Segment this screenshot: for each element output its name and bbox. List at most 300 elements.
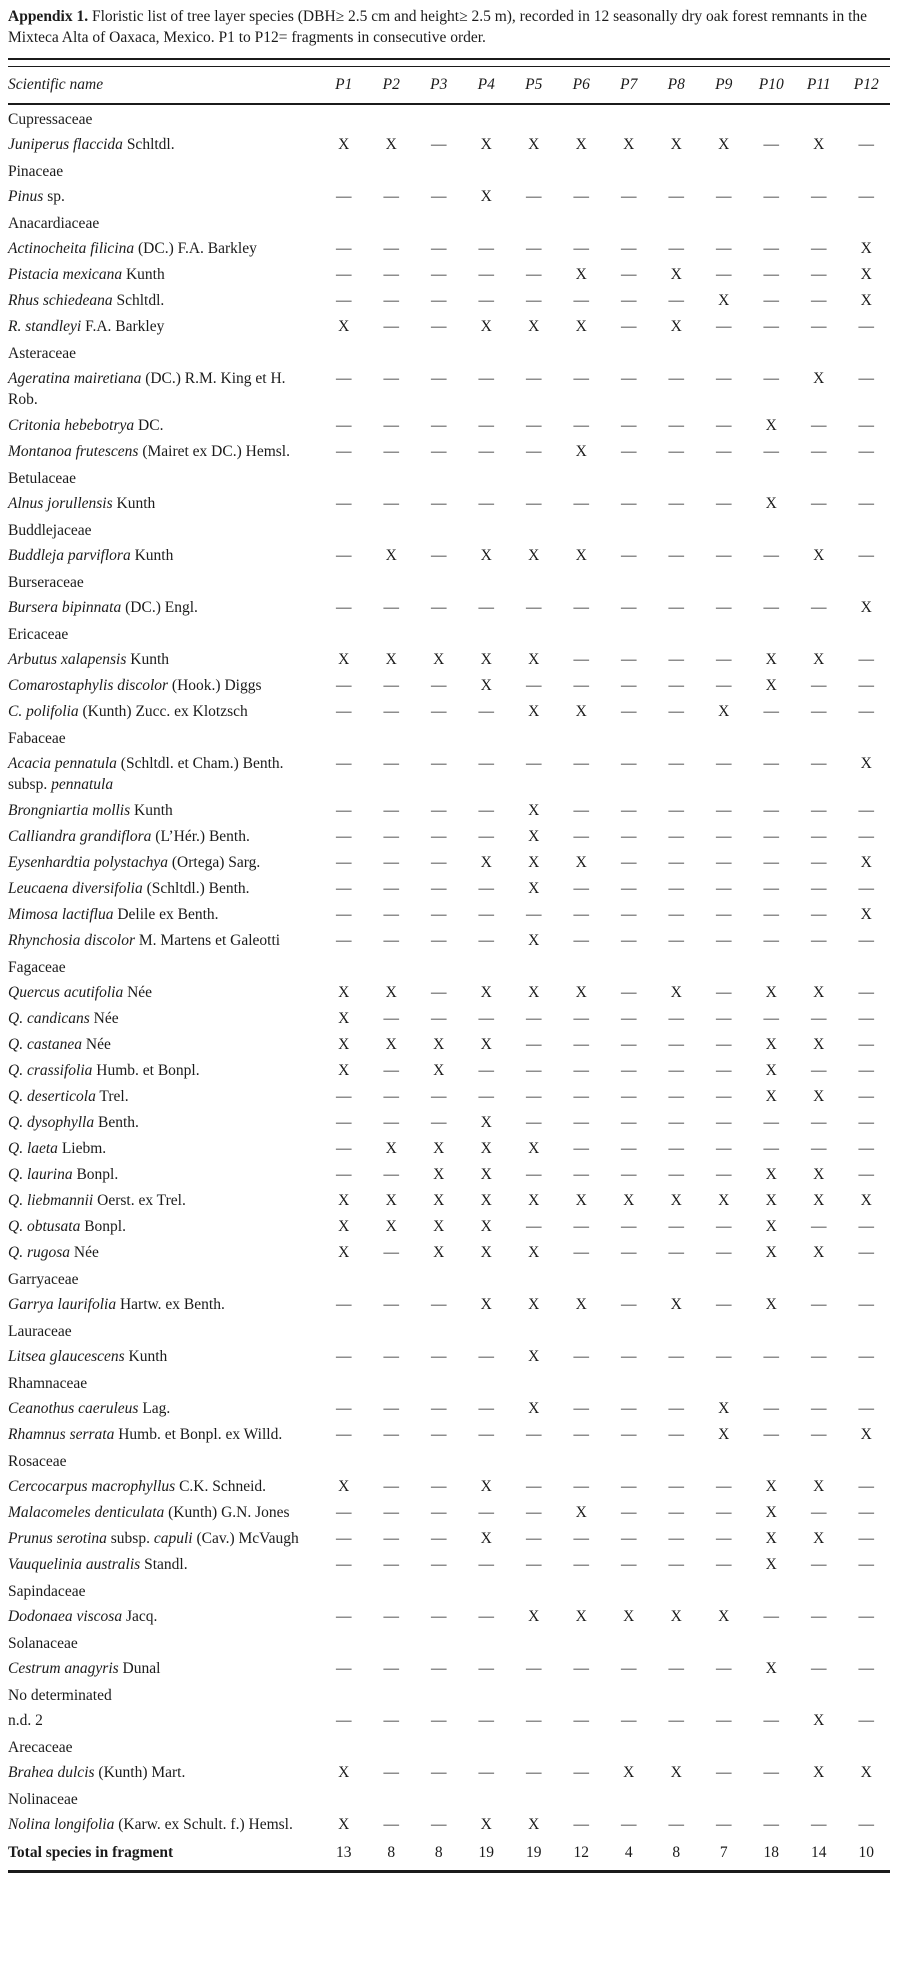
presence-mark: — <box>621 1712 637 1729</box>
presence-mark: — <box>526 443 542 460</box>
species-name-roman-segment: Née <box>89 1010 119 1027</box>
presence-mark: — <box>621 677 637 694</box>
presence-mark: — <box>763 443 779 460</box>
column-header-p3: P3 <box>415 67 463 104</box>
presence-mark: — <box>478 599 494 616</box>
presence-mark: X <box>765 1530 777 1547</box>
presence-mark: — <box>573 802 589 819</box>
presence-mark: — <box>811 599 827 616</box>
presence-mark: — <box>668 1530 684 1547</box>
presence-mark: X <box>433 651 445 668</box>
presence-mark: X <box>480 1114 492 1131</box>
presence-mark: — <box>526 1660 542 1677</box>
presence-mark: — <box>811 1010 827 1027</box>
presence-mark: X <box>528 1296 540 1313</box>
presence-mark: — <box>336 1114 352 1131</box>
presence-mark: X <box>765 495 777 512</box>
presence-mark: — <box>668 932 684 949</box>
family-row <box>8 339 890 365</box>
species-name <box>8 365 320 412</box>
column-header-p12: P12 <box>843 67 891 104</box>
presence-mark: — <box>526 1478 542 1495</box>
species-name <box>8 1291 320 1317</box>
family-row <box>8 953 890 979</box>
presence-mark: — <box>763 370 779 387</box>
header-row <box>8 67 890 104</box>
presence-mark: — <box>811 1608 827 1625</box>
species-row <box>8 412 890 438</box>
species-row <box>8 1291 890 1317</box>
presence-mark: — <box>621 1400 637 1417</box>
species-name-roman-segment: (DC.) R.M. King et H. Rob. <box>8 370 286 408</box>
presence-mark: — <box>336 599 352 616</box>
presence-mark: — <box>763 1010 779 1027</box>
species-name <box>8 1395 320 1421</box>
species-name <box>8 646 320 672</box>
family-row <box>8 1681 890 1707</box>
presence-mark: — <box>668 292 684 309</box>
presence-mark: — <box>526 1010 542 1027</box>
presence-mark: — <box>383 677 399 694</box>
presence-mark: X <box>385 1192 397 1209</box>
presence-mark: — <box>478 1660 494 1677</box>
presence-mark: — <box>716 1348 732 1365</box>
presence-mark: — <box>811 417 827 434</box>
family-row <box>8 1265 890 1291</box>
species-name-italic-segment: Quercus acutifolia <box>8 984 124 1001</box>
presence-mark: — <box>668 443 684 460</box>
species-row <box>8 1525 890 1551</box>
presence-mark: X <box>385 984 397 1001</box>
family-name: Rosaceae <box>8 1453 67 1470</box>
presence-mark: X <box>765 1062 777 1079</box>
presence-mark: — <box>763 1608 779 1625</box>
presence-mark: — <box>526 1114 542 1131</box>
species-name-italic-segment: Brongniartia mollis <box>8 802 131 819</box>
presence-mark: — <box>526 1712 542 1729</box>
presence-mark: — <box>668 854 684 871</box>
presence-mark: X <box>528 547 540 564</box>
presence-mark: — <box>383 828 399 845</box>
presence-mark: — <box>336 1166 352 1183</box>
presence-mark: — <box>621 1036 637 1053</box>
family-row <box>8 1577 890 1603</box>
presence-mark: X <box>813 1036 825 1053</box>
presence-mark: — <box>858 880 874 897</box>
presence-mark: — <box>431 417 447 434</box>
presence-mark: — <box>431 1088 447 1105</box>
presence-mark: X <box>528 1192 540 1209</box>
presence-mark: X <box>670 1764 682 1781</box>
presence-mark: — <box>431 1816 447 1833</box>
presence-mark: X <box>813 1244 825 1261</box>
species-row <box>8 287 890 313</box>
species-row <box>8 235 890 261</box>
presence-mark: — <box>573 417 589 434</box>
species-name <box>8 412 320 438</box>
presence-mark: — <box>383 1400 399 1417</box>
presence-mark: X <box>528 651 540 668</box>
family-row <box>8 1629 890 1655</box>
species-name <box>8 875 320 901</box>
family-name: Fabaceae <box>8 730 66 747</box>
presence-mark: — <box>431 1504 447 1521</box>
presence-mark: — <box>573 1816 589 1833</box>
species-row <box>8 1759 890 1785</box>
presence-mark: — <box>336 1556 352 1573</box>
presence-mark: — <box>431 1608 447 1625</box>
species-name <box>8 698 320 724</box>
total-count: 14 <box>811 1844 827 1861</box>
presence-mark: — <box>431 703 447 720</box>
presence-mark: — <box>478 1426 494 1443</box>
presence-mark: — <box>621 1426 637 1443</box>
presence-mark: — <box>478 1764 494 1781</box>
presence-mark: — <box>336 1296 352 1313</box>
species-name-roman-segment: Trel. <box>95 1088 129 1105</box>
presence-mark: — <box>621 1062 637 1079</box>
presence-mark: X <box>623 1192 635 1209</box>
presence-mark: — <box>716 1088 732 1105</box>
presence-mark: — <box>478 880 494 897</box>
species-name-italic-segment: Garrya laurifolia <box>8 1296 117 1313</box>
family-name: Ericaceae <box>8 626 69 643</box>
species-name <box>8 183 320 209</box>
presence-mark: X <box>480 1478 492 1495</box>
presence-mark: — <box>668 1088 684 1105</box>
presence-mark: X <box>670 984 682 1001</box>
presence-mark: — <box>621 802 637 819</box>
presence-mark: — <box>716 1062 732 1079</box>
presence-mark: — <box>668 651 684 668</box>
presence-mark: — <box>573 240 589 257</box>
presence-mark: — <box>526 1504 542 1521</box>
presence-mark: — <box>383 1166 399 1183</box>
presence-mark: — <box>858 1556 874 1573</box>
presence-mark: — <box>478 828 494 845</box>
species-row <box>8 131 890 157</box>
presence-mark: X <box>528 1140 540 1157</box>
presence-mark: — <box>858 1244 874 1261</box>
presence-mark: — <box>668 677 684 694</box>
presence-mark: — <box>383 292 399 309</box>
species-name <box>8 1109 320 1135</box>
presence-mark: — <box>668 828 684 845</box>
presence-mark: — <box>431 802 447 819</box>
species-name-roman-segment: (Schltdl.) Benth. <box>142 880 250 897</box>
presence-mark: — <box>811 1816 827 1833</box>
family-row <box>8 157 890 183</box>
species-row <box>8 1499 890 1525</box>
presence-mark: — <box>811 1504 827 1521</box>
presence-mark: — <box>668 1426 684 1443</box>
species-name-roman-segment: Schltdl. <box>112 292 165 309</box>
presence-mark: — <box>336 1530 352 1547</box>
presence-mark: — <box>573 906 589 923</box>
presence-mark: — <box>811 854 827 871</box>
presence-mark: — <box>573 370 589 387</box>
presence-mark: — <box>763 703 779 720</box>
species-name-italic-segment: R. standleyi <box>8 318 82 335</box>
presence-mark: X <box>575 1608 587 1625</box>
presence-mark: — <box>431 854 447 871</box>
presence-mark: — <box>716 1816 732 1833</box>
presence-mark: — <box>621 1660 637 1677</box>
species-name <box>8 1343 320 1369</box>
species-row <box>8 901 890 927</box>
presence-mark: X <box>718 703 730 720</box>
presence-mark: X <box>433 1192 445 1209</box>
presence-mark: — <box>478 802 494 819</box>
presence-mark: — <box>716 240 732 257</box>
presence-mark: — <box>478 495 494 512</box>
presence-mark: — <box>668 802 684 819</box>
presence-mark: — <box>573 1010 589 1027</box>
presence-mark: X <box>528 1816 540 1833</box>
presence-mark: — <box>811 188 827 205</box>
presence-mark: — <box>526 1218 542 1235</box>
species-name-roman-segment: Standl. <box>140 1556 188 1573</box>
presence-mark: X <box>480 984 492 1001</box>
species-name <box>8 901 320 927</box>
presence-mark: — <box>621 1530 637 1547</box>
presence-mark: — <box>478 703 494 720</box>
presence-mark: — <box>621 651 637 668</box>
presence-mark: — <box>383 755 399 772</box>
presence-mark: — <box>858 1036 874 1053</box>
species-name-italic-segment: Buddleja parviflora <box>8 547 131 564</box>
presence-mark: — <box>431 1712 447 1729</box>
presence-mark: — <box>383 1816 399 1833</box>
presence-mark: — <box>668 1140 684 1157</box>
family-name: Cupressaceae <box>8 111 93 128</box>
presence-mark: X <box>338 136 350 153</box>
presence-mark: X <box>765 417 777 434</box>
species-name-roman-segment: Delile ex Benth. <box>113 906 219 923</box>
presence-mark: — <box>336 1660 352 1677</box>
presence-mark: X <box>670 136 682 153</box>
presence-mark: — <box>716 1504 732 1521</box>
column-header-scientific-name: Scientific name <box>8 67 320 104</box>
presence-mark: X <box>575 266 587 283</box>
presence-mark: X <box>813 651 825 668</box>
top-double-rule <box>8 58 890 67</box>
presence-mark: — <box>431 1478 447 1495</box>
presence-mark: — <box>621 318 637 335</box>
species-name-roman-segment: (Kunth) Zucc. ex Klotzsch <box>78 703 248 720</box>
presence-mark: — <box>716 417 732 434</box>
presence-mark: — <box>716 828 732 845</box>
presence-mark: — <box>763 136 779 153</box>
total-count: 19 <box>526 1844 542 1861</box>
presence-mark: X <box>718 292 730 309</box>
presence-mark: — <box>573 1556 589 1573</box>
presence-mark: X <box>338 1244 350 1261</box>
family-name: Pinaceae <box>8 163 64 180</box>
presence-mark: — <box>858 318 874 335</box>
presence-mark: — <box>621 266 637 283</box>
species-name-roman-segment: (Karw. ex Schult. f.) Hemsl. <box>114 1816 293 1833</box>
species-name-italic-segment: Q. laeta <box>8 1140 58 1157</box>
presence-mark: — <box>858 417 874 434</box>
presence-mark: — <box>858 495 874 512</box>
total-count: 12 <box>573 1844 589 1861</box>
presence-mark: — <box>858 932 874 949</box>
presence-mark: — <box>431 292 447 309</box>
presence-mark: — <box>716 1140 732 1157</box>
presence-mark: — <box>763 854 779 871</box>
column-header-p10: P10 <box>748 67 796 104</box>
presence-mark: X <box>528 802 540 819</box>
species-name <box>8 1239 320 1265</box>
species-name <box>8 490 320 516</box>
presence-mark: — <box>431 1114 447 1131</box>
presence-mark: X <box>338 1010 350 1027</box>
presence-mark: — <box>383 932 399 949</box>
presence-mark: — <box>573 651 589 668</box>
presence-mark: X <box>813 1530 825 1547</box>
presence-mark: — <box>336 443 352 460</box>
column-header-p5: P5 <box>510 67 558 104</box>
presence-mark: — <box>858 136 874 153</box>
family-row <box>8 516 890 542</box>
presence-mark: — <box>811 1660 827 1677</box>
presence-mark: X <box>480 1192 492 1209</box>
presence-mark: — <box>573 755 589 772</box>
presence-mark: — <box>858 370 874 387</box>
presence-mark: — <box>763 1114 779 1131</box>
presence-mark: — <box>431 1010 447 1027</box>
species-name-italic-segment: Leucaena diversifolia <box>8 880 143 897</box>
presence-mark: — <box>573 1764 589 1781</box>
presence-mark: — <box>716 443 732 460</box>
presence-mark: X <box>575 703 587 720</box>
presence-mark: — <box>336 266 352 283</box>
presence-mark: — <box>668 1218 684 1235</box>
presence-mark: — <box>573 188 589 205</box>
species-name-italic-segment: Q. dysophylla <box>8 1114 95 1131</box>
presence-mark: — <box>383 1114 399 1131</box>
total-count: 18 <box>763 1844 779 1861</box>
presence-mark: X <box>765 677 777 694</box>
species-name-roman-segment: Hartw. ex Benth. <box>116 1296 225 1313</box>
presence-mark: X <box>860 906 872 923</box>
species-name-italic-segment: Q. castanea <box>8 1036 83 1053</box>
column-header-p6: P6 <box>558 67 606 104</box>
presence-mark: — <box>621 495 637 512</box>
species-name-italic-segment: capuli <box>153 1530 193 1547</box>
presence-mark: — <box>478 1712 494 1729</box>
presence-mark: — <box>858 1010 874 1027</box>
presence-mark: — <box>763 547 779 564</box>
presence-mark: — <box>526 495 542 512</box>
presence-mark: — <box>716 495 732 512</box>
species-name-italic-segment: Rhamnus serrata <box>8 1426 115 1443</box>
species-name-italic-segment: Ceanothus caeruleus <box>8 1400 139 1417</box>
presence-mark: — <box>811 755 827 772</box>
species-row <box>8 594 890 620</box>
presence-mark: X <box>860 1192 872 1209</box>
species-name-roman-segment: F.A. Barkley <box>81 318 165 335</box>
presence-mark: — <box>858 1816 874 1833</box>
presence-mark: — <box>716 370 732 387</box>
presence-mark: — <box>383 802 399 819</box>
species-name-italic-segment: Bursera bipinnata <box>8 599 122 616</box>
species-name-italic-segment: Q. deserticola <box>8 1088 96 1105</box>
species-row <box>8 1005 890 1031</box>
species-row <box>8 1135 890 1161</box>
presence-mark: — <box>621 984 637 1001</box>
species-row <box>8 1031 890 1057</box>
presence-mark: — <box>573 1088 589 1105</box>
species-name <box>8 261 320 287</box>
presence-mark: — <box>526 292 542 309</box>
presence-mark: — <box>573 599 589 616</box>
presence-mark: X <box>813 1088 825 1105</box>
presence-mark: — <box>573 1400 589 1417</box>
presence-mark: — <box>383 880 399 897</box>
presence-mark: — <box>573 677 589 694</box>
species-row <box>8 313 890 339</box>
species-row <box>8 1707 890 1733</box>
column-header-p1: P1 <box>320 67 368 104</box>
presence-mark: X <box>718 136 730 153</box>
presence-mark: — <box>716 802 732 819</box>
species-name <box>8 542 320 568</box>
presence-mark: — <box>573 292 589 309</box>
species-name-roman-segment: Née <box>82 1036 111 1053</box>
presence-mark: — <box>383 1660 399 1677</box>
species-name-roman-segment: (DC.) F.A. Barkley <box>134 240 257 257</box>
species-name-roman-segment: Schltdl. <box>122 136 175 153</box>
presence-mark: — <box>431 677 447 694</box>
species-row <box>8 1551 890 1577</box>
presence-mark: — <box>716 984 732 1001</box>
presence-mark: — <box>478 1556 494 1573</box>
presence-mark: — <box>526 370 542 387</box>
presence-mark: X <box>765 1504 777 1521</box>
presence-mark: X <box>480 1530 492 1547</box>
family-name: No determinated <box>8 1687 112 1704</box>
presence-mark: — <box>526 266 542 283</box>
presence-mark: — <box>621 599 637 616</box>
family-row <box>8 1785 890 1811</box>
family-name: Nolinaceae <box>8 1791 78 1808</box>
species-name-roman-segment: sp. <box>43 188 65 205</box>
presence-mark: X <box>385 136 397 153</box>
species-name-roman-segment: Kunth <box>112 495 156 512</box>
presence-mark: — <box>621 1478 637 1495</box>
species-name <box>8 1811 320 1837</box>
species-name-roman-segment: (Schltdl. et Cham.) Benth. subsp. <box>8 755 284 793</box>
species-row <box>8 542 890 568</box>
species-row <box>8 1343 890 1369</box>
species-name <box>8 1603 320 1629</box>
presence-mark: — <box>811 1062 827 1079</box>
presence-mark: — <box>573 932 589 949</box>
presence-mark: X <box>480 1166 492 1183</box>
presence-mark: — <box>811 880 827 897</box>
species-row <box>8 1655 890 1681</box>
presence-mark: — <box>431 547 447 564</box>
presence-mark: X <box>385 547 397 564</box>
species-name <box>8 672 320 698</box>
presence-mark: X <box>338 1816 350 1833</box>
species-name <box>8 1187 320 1213</box>
presence-mark: — <box>858 1114 874 1131</box>
presence-mark: — <box>383 1608 399 1625</box>
presence-mark: — <box>383 599 399 616</box>
